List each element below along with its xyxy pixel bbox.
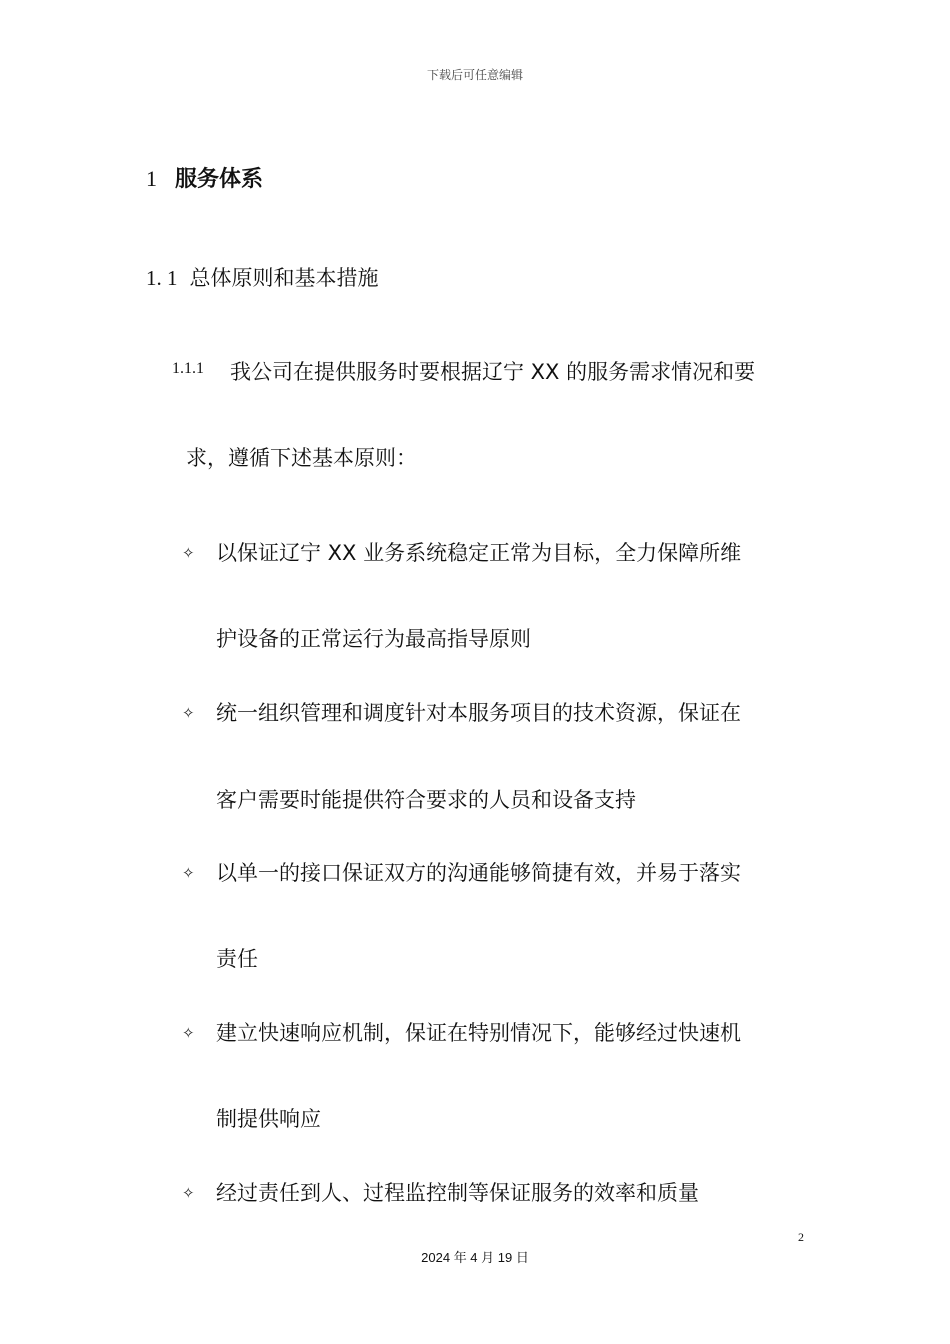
bullet-2-line-2: 客户需要时能提供符合要求的人员和设备支持 [216,788,636,812]
heading-1 [146,162,263,193]
paragraph-line-1: 我公司在提供服务时要根据辽宁 XX 的服务需求情况和要 [230,360,756,384]
footer-date: 2024 年 4 月 19 日 [421,1250,529,1265]
page-number: 2 [798,1230,804,1244]
bullet-icon: ✧ [182,864,195,882]
page-header: 下载后可任意编辑 [426,68,523,82]
heading-1-title: 服务体系 [175,167,264,192]
bullet-icon: ✧ [182,1184,195,1202]
heading-2 [146,262,379,292]
bullet-icon: ✧ [182,544,195,562]
bullet-3-line-2: 责任 [216,947,258,971]
bullet-3-line-1: 以单一的接口保证双方的沟通能够简捷有效，并易于落实 [216,861,741,885]
bullet-4-line-2: 制提供响应 [216,1107,321,1131]
paragraph-number: 1.1.1 [172,360,204,377]
bullet-5-line-1: 经过责任到人、过程监控制等保证服务的效率和质量 [216,1181,699,1205]
bullet-2-line-1: 统一组织管理和调度针对本服务项目的技术资源，保证在 [216,701,741,725]
bullet-4-line-1: 建立快速响应机制，保证在特别情况下，能够经过快速机 [216,1021,741,1045]
bullet-1-line-1: 以保证辽宁 XX 业务系统稳定正常为目标，全力保障所维 [216,541,742,565]
heading-2-number: 1. 1 [146,266,178,290]
heading-1-number: 1 [146,166,157,191]
bullet-1-line-2: 护设备的正常运行为最高指导原则 [216,627,531,651]
bullet-icon: ✧ [182,1024,195,1042]
bullet-icon: ✧ [182,704,195,722]
paragraph-line-2: 求，遵循下述基本原则： [186,446,417,470]
heading-2-title: 总体原则和基本措施 [189,266,379,290]
